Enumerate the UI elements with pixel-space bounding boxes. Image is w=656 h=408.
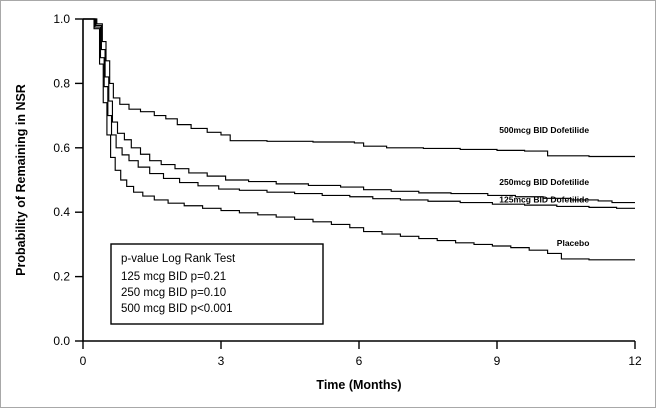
series-curve-0 <box>83 19 635 156</box>
legend-line-1: 250 mcg BID p=0.10 <box>121 287 227 299</box>
x-tick-label: 9 <box>493 354 501 368</box>
x-tick-label: 12 <box>628 354 642 368</box>
legend-title: p-value Log Rank Test <box>121 253 236 265</box>
legend-line-0: 125 mcg BID p=0.21 <box>121 271 227 283</box>
x-tick-label: 3 <box>217 354 225 368</box>
series-label-1: 250mcg BID Dofetilide <box>499 177 590 188</box>
series-label-3: Placebo <box>556 238 590 249</box>
survival-curve-chart <box>1 1 656 408</box>
x-tick-label: 6 <box>355 354 363 368</box>
x-axis-title: Time (Months) <box>316 378 402 392</box>
y-tick-label: 0.8 <box>53 76 70 91</box>
y-tick-label: 0.4 <box>53 205 70 220</box>
series-label-0: 500mcg BID Dofetilide <box>499 125 590 136</box>
y-tick-label: 0.2 <box>53 269 70 284</box>
series-label-2: 125mcg BID Dofetilide <box>499 194 590 205</box>
y-tick-label: 1.0 <box>53 12 70 26</box>
x-tick-label: 0 <box>79 354 87 368</box>
legend-line-2: 500 mcg BID p<0.001 <box>121 303 233 315</box>
y-tick-label: 0.6 <box>53 140 70 155</box>
series-curve-3 <box>83 19 635 260</box>
y-tick-label: 0.0 <box>53 334 70 348</box>
y-axis-title: Probability of Remaining in NSR <box>14 84 28 276</box>
series-curve-1 <box>83 19 635 203</box>
